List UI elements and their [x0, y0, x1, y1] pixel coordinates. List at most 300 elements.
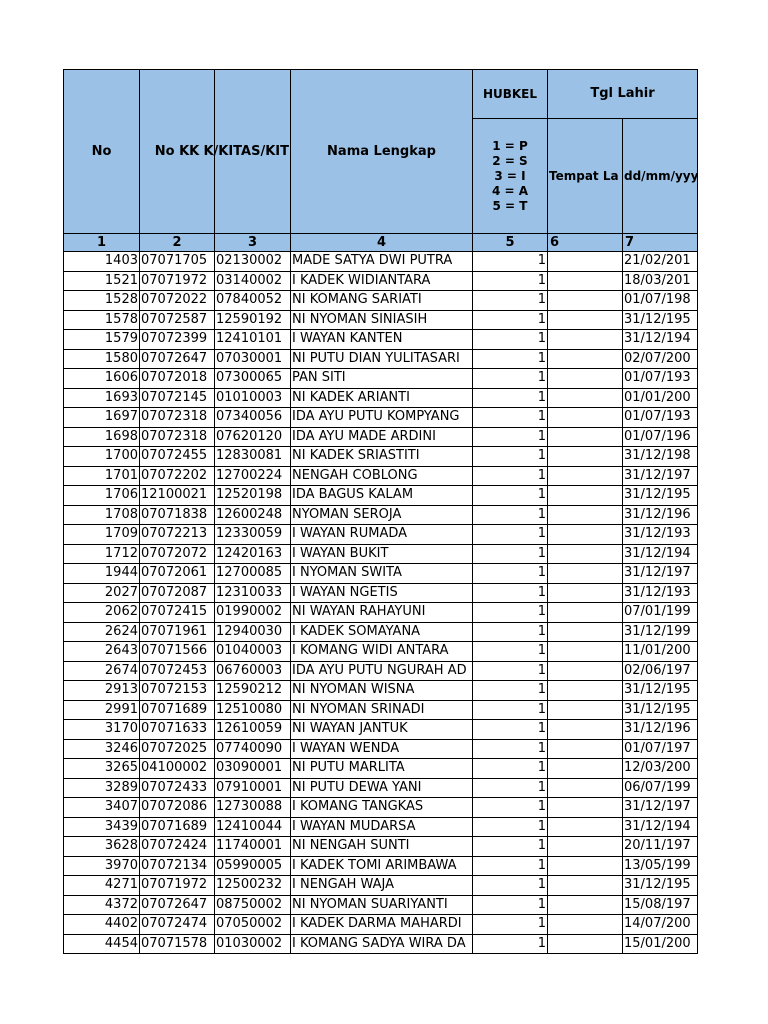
cell-nama[interactable]: NI NYOMAN WISNA — [291, 681, 473, 701]
cell-tempat-lahir[interactable] — [548, 369, 623, 389]
cell-no-kk[interactable] — [140, 720, 215, 740]
cell-no[interactable]: 3289 — [64, 778, 140, 798]
cell-tanggal-lahir[interactable]: 31/12/197 — [623, 564, 698, 584]
cell-tempat-lahir[interactable] — [548, 856, 623, 876]
table-row — [64, 603, 698, 623]
cell-nama[interactable]: NYOMAN SEROJA — [291, 505, 473, 525]
cell-hubkel[interactable]: 1 — [473, 661, 548, 681]
cell-tanggal-lahir[interactable]: 31/12/195 — [623, 876, 698, 896]
cell-no-kk[interactable] — [140, 427, 215, 447]
cell-tanggal-lahir[interactable]: 31/12/194 — [623, 330, 698, 350]
cell-nama[interactable]: I KADEK DARMA MAHARDI — [291, 915, 473, 935]
cell-no-kk[interactable] — [140, 310, 215, 330]
cell-tanggal-lahir[interactable]: 07/01/199 — [623, 603, 698, 623]
cell-nik[interactable] — [215, 369, 291, 389]
cell-nik[interactable] — [215, 798, 291, 818]
cell-tempat-lahir[interactable] — [548, 837, 623, 857]
cell-no-kk[interactable] — [140, 642, 215, 662]
cell-nik[interactable] — [215, 505, 291, 525]
cell-tempat-lahir[interactable] — [548, 447, 623, 467]
cell-no[interactable]: 1944 — [64, 564, 140, 584]
header-no[interactable]: No — [64, 70, 140, 234]
cell-no-kk[interactable] — [140, 622, 215, 642]
cell-no[interactable]: 2674 — [64, 661, 140, 681]
cell-tanggal-lahir[interactable]: 01/07/196 — [623, 427, 698, 447]
cell-hubkel[interactable]: 1 — [473, 915, 548, 935]
cell-hubkel[interactable]: 1 — [473, 408, 548, 428]
cell-tanggal-lahir[interactable]: 31/12/193 — [623, 583, 698, 603]
cell-nik[interactable] — [215, 700, 291, 720]
cell-hubkel[interactable]: 1 — [473, 895, 548, 915]
cell-hubkel[interactable]: 1 — [473, 349, 548, 369]
cell-tanggal-lahir[interactable]: 01/01/200 — [623, 388, 698, 408]
cell-tanggal-lahir[interactable]: 13/05/199 — [623, 856, 698, 876]
cell-nik[interactable] — [215, 934, 291, 954]
cell-no-kk[interactable] — [140, 408, 215, 428]
cell-no[interactable]: 1709 — [64, 525, 140, 545]
hubkel-code-1: 1 = P — [492, 138, 528, 153]
cell-tempat-lahir[interactable] — [548, 778, 623, 798]
cell-no-kk[interactable] — [140, 330, 215, 350]
cell-tanggal-lahir[interactable]: 21/02/201 — [623, 252, 698, 272]
cell-no[interactable]: 1606 — [64, 369, 140, 389]
cell-nama[interactable]: NI PUTU DEWA YANI — [291, 778, 473, 798]
cell-no-kk-text: 07071972 — [141, 877, 208, 893]
cell-nik-text: 06760003 — [216, 662, 283, 678]
cell-nik[interactable] — [215, 466, 291, 486]
table-row — [64, 310, 698, 330]
cell-hubkel[interactable]: 1 — [473, 486, 548, 506]
cell-nama[interactable]: NI NYOMAN SUARIYANTI — [291, 895, 473, 915]
cell-nik[interactable] — [215, 739, 291, 759]
cell-nik[interactable] — [215, 837, 291, 857]
cell-nama[interactable]: IDA BAGUS KALAM — [291, 486, 473, 506]
cell-hubkel[interactable]: 1 — [473, 252, 548, 272]
cell-no-kk[interactable] — [140, 525, 215, 545]
cell-no-kk[interactable] — [140, 895, 215, 915]
cell-no-kk[interactable] — [140, 915, 215, 935]
cell-no-kk-text: 07071633 — [141, 721, 208, 737]
cell-no-kk[interactable] — [140, 349, 215, 369]
cell-hubkel[interactable]: 1 — [473, 876, 548, 896]
cell-nama[interactable]: I NENGAH WAJA — [291, 876, 473, 896]
cell-no[interactable]: 1700 — [64, 447, 140, 467]
cell-nama[interactable]: NI WAYAN JANTUK — [291, 720, 473, 740]
cell-nik[interactable] — [215, 388, 291, 408]
cell-no[interactable]: 1698 — [64, 427, 140, 447]
cell-no[interactable]: 2643 — [64, 642, 140, 662]
cell-nik-text: 12700224 — [216, 467, 283, 483]
cell-tempat-lahir[interactable] — [548, 291, 623, 311]
header-tanggal-lahir[interactable]: dd/mm/yyy — [623, 119, 698, 234]
cell-tempat-lahir[interactable] — [548, 330, 623, 350]
cell-tanggal-lahir[interactable]: 31/12/196 — [623, 720, 698, 740]
cell-hubkel[interactable]: 1 — [473, 759, 548, 779]
cell-no-kk[interactable] — [140, 739, 215, 759]
cell-nama[interactable]: NI PUTU DIAN YULITASARI — [291, 349, 473, 369]
cell-nama[interactable]: PAN SITI — [291, 369, 473, 389]
cell-no-kk-text: 07071972 — [141, 272, 208, 288]
cell-tanggal-lahir[interactable]: 31/12/195 — [623, 700, 698, 720]
column-number[interactable]: 6 — [548, 234, 623, 252]
cell-nama[interactable]: I KADEK SOMAYANA — [291, 622, 473, 642]
cell-no-kk-text: 07072318 — [141, 428, 208, 444]
cell-tanggal-lahir[interactable]: 31/12/196 — [623, 505, 698, 525]
cell-nik[interactable] — [215, 895, 291, 915]
cell-nama[interactable]: IDA AYU PUTU NGURAH AD — [291, 661, 473, 681]
cell-no[interactable]: 2624 — [64, 622, 140, 642]
cell-nik[interactable] — [215, 583, 291, 603]
cell-no-kk[interactable] — [140, 759, 215, 779]
cell-hubkel[interactable]: 1 — [473, 466, 548, 486]
cell-nik[interactable] — [215, 642, 291, 662]
cell-tempat-lahir[interactable] — [548, 349, 623, 369]
cell-tempat-lahir[interactable] — [548, 525, 623, 545]
cell-nik[interactable] — [215, 856, 291, 876]
cell-tempat-lahir[interactable] — [548, 427, 623, 447]
cell-nama[interactable]: NI KADEK SRIASTITI — [291, 447, 473, 467]
cell-nama[interactable]: IDA AYU PUTU KOMPYANG — [291, 408, 473, 428]
cell-hubkel[interactable]: 1 — [473, 817, 548, 837]
cell-hubkel[interactable]: 1 — [473, 700, 548, 720]
column-number[interactable]: 3 — [215, 234, 291, 252]
cell-nama[interactable]: NENGAH COBLONG — [291, 466, 473, 486]
cell-no-kk-text: 07072474 — [141, 916, 208, 932]
cell-no-kk-text: 07072399 — [141, 331, 208, 347]
header-no-kk[interactable]: No KK — [140, 70, 215, 234]
cell-hubkel[interactable]: 1 — [473, 369, 548, 389]
header-tempat-lahir[interactable]: Tempat La — [548, 119, 623, 234]
cell-no-kk[interactable] — [140, 837, 215, 857]
cell-hubkel[interactable]: 1 — [473, 642, 548, 662]
cell-no-kk[interactable] — [140, 661, 215, 681]
table-row — [64, 642, 698, 662]
cell-tempat-lahir[interactable] — [548, 564, 623, 584]
cell-no[interactable]: 1579 — [64, 330, 140, 350]
cell-no-kk[interactable] — [140, 856, 215, 876]
cell-tempat-lahir[interactable] — [548, 720, 623, 740]
cell-no-kk[interactable] — [140, 603, 215, 623]
cell-no[interactable]: 1578 — [64, 310, 140, 330]
cell-no-kk[interactable] — [140, 388, 215, 408]
cell-no[interactable]: 4454 — [64, 934, 140, 954]
cell-no[interactable]: 4372 — [64, 895, 140, 915]
hubkel-codes[interactable] — [473, 119, 548, 234]
cell-hubkel[interactable]: 1 — [473, 330, 548, 350]
cell-nik[interactable] — [215, 310, 291, 330]
cell-nik[interactable] — [215, 778, 291, 798]
cell-tempat-lahir[interactable] — [548, 876, 623, 896]
cell-no-kk[interactable] — [140, 934, 215, 954]
cell-tanggal-lahir[interactable]: 31/12/194 — [623, 544, 698, 564]
cell-tanggal-lahir[interactable]: 01/07/193 — [623, 408, 698, 428]
header-hubkel[interactable]: HUBKEL — [473, 70, 548, 119]
cell-no[interactable]: 3246 — [64, 739, 140, 759]
cell-nama[interactable]: I KOMANG SADYA WIRA DA — [291, 934, 473, 954]
cell-no-kk[interactable] — [140, 778, 215, 798]
cell-tempat-lahir[interactable] — [548, 895, 623, 915]
cell-tempat-lahir[interactable] — [548, 466, 623, 486]
cell-tanggal-lahir[interactable]: 31/12/194 — [623, 817, 698, 837]
cell-nik[interactable] — [215, 564, 291, 584]
cell-no[interactable]: 1521 — [64, 271, 140, 291]
cell-tempat-lahir[interactable] — [548, 661, 623, 681]
cell-no-kk[interactable] — [140, 583, 215, 603]
cell-nama[interactable]: IDA AYU MADE ARDINI — [291, 427, 473, 447]
cell-nama[interactable]: I WAYAN WENDA — [291, 739, 473, 759]
cell-tempat-lahir[interactable] — [548, 583, 623, 603]
cell-tempat-lahir[interactable] — [548, 681, 623, 701]
table-row — [64, 837, 698, 857]
header-nama-lengkap[interactable]: Nama Lengkap — [291, 70, 473, 234]
cell-no-kk[interactable] — [140, 505, 215, 525]
cell-tanggal-lahir[interactable]: 31/12/199 — [623, 622, 698, 642]
cell-hubkel[interactable]: 1 — [473, 583, 548, 603]
column-number[interactable]: 7 — [623, 234, 698, 252]
cell-hubkel[interactable]: 1 — [473, 447, 548, 467]
cell-tanggal-lahir[interactable]: 01/07/197 — [623, 739, 698, 759]
cell-no[interactable]: 1712 — [64, 544, 140, 564]
cell-no-kk[interactable] — [140, 798, 215, 818]
cell-tempat-lahir[interactable] — [548, 817, 623, 837]
cell-tempat-lahir[interactable] — [548, 408, 623, 428]
cell-tanggal-lahir[interactable]: 15/01/200 — [623, 934, 698, 954]
cell-nik[interactable] — [215, 817, 291, 837]
cell-hubkel[interactable]: 1 — [473, 427, 548, 447]
cell-no-kk-text: 07071689 — [141, 818, 208, 834]
cell-no-kk[interactable] — [140, 876, 215, 896]
cell-hubkel[interactable]: 1 — [473, 388, 548, 408]
cell-tempat-lahir[interactable] — [548, 700, 623, 720]
cell-tanggal-lahir[interactable]: 02/06/197 — [623, 661, 698, 681]
cell-nik[interactable] — [215, 330, 291, 350]
cell-tanggal-lahir[interactable]: 31/12/198 — [623, 447, 698, 467]
cell-nama[interactable]: MADE SATYA DWI PUTRA — [291, 252, 473, 272]
cell-nik[interactable] — [215, 427, 291, 447]
cell-no-kk[interactable] — [140, 564, 215, 584]
cell-tanggal-lahir[interactable]: 31/12/195 — [623, 310, 698, 330]
cell-tanggal-lahir[interactable]: 02/07/200 — [623, 349, 698, 369]
cell-no[interactable]: 4402 — [64, 915, 140, 935]
table-row — [64, 525, 698, 545]
cell-no-kk[interactable] — [140, 700, 215, 720]
cell-hubkel[interactable]: 1 — [473, 505, 548, 525]
cell-tempat-lahir[interactable] — [548, 505, 623, 525]
cell-nama[interactable]: I WAYAN RUMADA — [291, 525, 473, 545]
cell-hubkel[interactable]: 1 — [473, 934, 548, 954]
cell-no[interactable]: 3407 — [64, 798, 140, 818]
cell-tanggal-lahir[interactable]: 31/12/197 — [623, 798, 698, 818]
cell-nik[interactable] — [215, 661, 291, 681]
cell-hubkel[interactable]: 1 — [473, 310, 548, 330]
cell-no[interactable]: 1693 — [64, 388, 140, 408]
cell-no[interactable]: 2991 — [64, 700, 140, 720]
cell-tempat-lahir[interactable] — [548, 603, 623, 623]
cell-nama[interactable]: I NYOMAN SWITA — [291, 564, 473, 584]
cell-tanggal-lahir[interactable]: 14/07/200 — [623, 915, 698, 935]
cell-tanggal-lahir[interactable]: 01/07/198 — [623, 291, 698, 311]
cell-hubkel[interactable]: 1 — [473, 564, 548, 584]
header-nik[interactable]: K/KITAS/KIT — [215, 70, 291, 234]
cell-hubkel[interactable]: 1 — [473, 544, 548, 564]
cell-hubkel[interactable]: 1 — [473, 720, 548, 740]
cell-nama[interactable]: NI NYOMAN SINIASIH — [291, 310, 473, 330]
cell-tempat-lahir[interactable] — [548, 934, 623, 954]
cell-hubkel[interactable]: 1 — [473, 739, 548, 759]
cell-no[interactable]: 2913 — [64, 681, 140, 701]
cell-no-kk[interactable] — [140, 544, 215, 564]
table-row — [64, 876, 698, 896]
cell-nik[interactable] — [215, 525, 291, 545]
cell-tanggal-lahir[interactable]: 06/07/199 — [623, 778, 698, 798]
cell-tempat-lahir[interactable] — [548, 486, 623, 506]
cell-nik[interactable] — [215, 349, 291, 369]
cell-nama[interactable]: NI KOMANG SARIATI — [291, 291, 473, 311]
cell-no-kk[interactable] — [140, 466, 215, 486]
cell-tempat-lahir[interactable] — [548, 642, 623, 662]
column-number[interactable]: 1 — [64, 234, 140, 252]
cell-nama[interactable]: I WAYAN MUDARSA — [291, 817, 473, 837]
cell-nama[interactable]: I WAYAN NGETIS — [291, 583, 473, 603]
cell-tempat-lahir[interactable] — [548, 622, 623, 642]
cell-tanggal-lahir[interactable]: 15/08/197 — [623, 895, 698, 915]
cell-hubkel[interactable]: 1 — [473, 622, 548, 642]
cell-nik[interactable] — [215, 622, 291, 642]
cell-no-kk[interactable] — [140, 447, 215, 467]
cell-nik[interactable] — [215, 271, 291, 291]
cell-tanggal-lahir[interactable]: 31/12/195 — [623, 681, 698, 701]
cell-nik[interactable] — [215, 408, 291, 428]
cell-nama[interactable]: I KOMANG WIDI ANTARA — [291, 642, 473, 662]
cell-no[interactable]: 3439 — [64, 817, 140, 837]
cell-nama[interactable]: I KADEK WIDIANTARA — [291, 271, 473, 291]
cell-hubkel[interactable]: 1 — [473, 856, 548, 876]
cell-no[interactable]: 1697 — [64, 408, 140, 428]
cell-no-kk[interactable] — [140, 817, 215, 837]
cell-no-kk-text: 12100021 — [141, 487, 208, 503]
cell-no-kk[interactable] — [140, 271, 215, 291]
column-number[interactable]: 2 — [140, 234, 215, 252]
cell-no-kk-text: 07071578 — [141, 935, 208, 951]
cell-no[interactable]: 3970 — [64, 856, 140, 876]
cell-nik[interactable] — [215, 759, 291, 779]
column-number[interactable]: 5 — [473, 234, 548, 252]
cell-no[interactable]: 1701 — [64, 466, 140, 486]
cell-no-kk[interactable] — [140, 681, 215, 701]
cell-no[interactable]: 1528 — [64, 291, 140, 311]
cell-tempat-lahir[interactable] — [548, 310, 623, 330]
cell-no-kk-text: 07072202 — [141, 467, 208, 483]
cell-hubkel[interactable]: 1 — [473, 837, 548, 857]
cell-nama[interactable]: NI KADEK ARIANTI — [291, 388, 473, 408]
table-row — [64, 349, 698, 369]
cell-nik[interactable] — [215, 544, 291, 564]
cell-nik[interactable] — [215, 291, 291, 311]
cell-nama[interactable]: NI NENGAH SUNTI — [291, 837, 473, 857]
cell-no-kk-text: 07071566 — [141, 643, 208, 659]
cell-nik[interactable] — [215, 447, 291, 467]
cell-nik[interactable] — [215, 876, 291, 896]
cell-tanggal-lahir[interactable]: 31/12/193 — [623, 525, 698, 545]
cell-nik[interactable] — [215, 486, 291, 506]
cell-hubkel[interactable]: 1 — [473, 681, 548, 701]
cell-tanggal-lahir[interactable]: 18/03/201 — [623, 271, 698, 291]
cell-tempat-lahir[interactable] — [548, 544, 623, 564]
cell-tempat-lahir[interactable] — [548, 739, 623, 759]
cell-no[interactable]: 3628 — [64, 837, 140, 857]
cell-tempat-lahir[interactable] — [548, 915, 623, 935]
cell-tanggal-lahir[interactable]: 11/01/200 — [623, 642, 698, 662]
cell-nik[interactable] — [215, 252, 291, 272]
cell-nik-text: 12500232 — [216, 877, 283, 893]
cell-nama[interactable]: NI WAYAN RAHAYUNI — [291, 603, 473, 623]
cell-nik-text: 07300065 — [216, 370, 283, 386]
column-number[interactable]: 4 — [291, 234, 473, 252]
cell-nama[interactable]: NI PUTU MARLITA — [291, 759, 473, 779]
cell-nama[interactable]: I KOMANG TANGKAS — [291, 798, 473, 818]
cell-no-kk-text: 07072145 — [141, 389, 208, 405]
table-row — [64, 895, 698, 915]
table-row — [64, 817, 698, 837]
cell-nama[interactable]: I WAYAN KANTEN — [291, 330, 473, 350]
cell-no[interactable]: 3170 — [64, 720, 140, 740]
cell-no-kk[interactable] — [140, 291, 215, 311]
cell-nik-text: 01990002 — [216, 604, 283, 620]
table-row — [64, 447, 698, 467]
cell-nama[interactable]: I WAYAN BUKIT — [291, 544, 473, 564]
cell-hubkel[interactable]: 1 — [473, 798, 548, 818]
cell-nik[interactable] — [215, 720, 291, 740]
cell-nama[interactable]: I KADEK TOMI ARIMBAWA — [291, 856, 473, 876]
cell-no[interactable]: 2062 — [64, 603, 140, 623]
cell-tempat-lahir[interactable] — [548, 271, 623, 291]
cell-tempat-lahir[interactable] — [548, 252, 623, 272]
cell-tanggal-lahir[interactable]: 01/07/193 — [623, 369, 698, 389]
cell-hubkel[interactable]: 1 — [473, 778, 548, 798]
cell-nama[interactable]: NI NYOMAN SRINADI — [291, 700, 473, 720]
cell-no-kk[interactable] — [140, 369, 215, 389]
cell-hubkel[interactable]: 1 — [473, 271, 548, 291]
cell-no[interactable]: 1580 — [64, 349, 140, 369]
cell-no[interactable]: 3265 — [64, 759, 140, 779]
cell-nik[interactable] — [215, 915, 291, 935]
cell-no-kk[interactable] — [140, 486, 215, 506]
cell-tanggal-lahir[interactable]: 31/12/197 — [623, 466, 698, 486]
cell-tanggal-lahir[interactable]: 31/12/195 — [623, 486, 698, 506]
cell-tempat-lahir[interactable] — [548, 759, 623, 779]
cell-tempat-lahir[interactable] — [548, 798, 623, 818]
cell-tanggal-lahir[interactable]: 20/11/197 — [623, 837, 698, 857]
cell-no[interactable]: 1708 — [64, 505, 140, 525]
cell-nik[interactable] — [215, 603, 291, 623]
cell-no[interactable]: 1706 — [64, 486, 140, 506]
cell-nik-text: 12520198 — [216, 487, 283, 503]
cell-no[interactable]: 1403 — [64, 252, 140, 272]
cell-no-kk-text: 07072433 — [141, 779, 208, 795]
cell-hubkel[interactable]: 1 — [473, 603, 548, 623]
cell-no[interactable]: 4271 — [64, 876, 140, 896]
cell-tempat-lahir[interactable] — [548, 388, 623, 408]
cell-tanggal-lahir[interactable]: 12/03/200 — [623, 759, 698, 779]
cell-no[interactable]: 2027 — [64, 583, 140, 603]
cell-hubkel[interactable]: 1 — [473, 291, 548, 311]
cell-nik-text: 05990005 — [216, 857, 283, 873]
header-tgl-lahir[interactable]: Tgl Lahir — [548, 70, 698, 119]
cell-nik[interactable] — [215, 681, 291, 701]
cell-no-kk[interactable] — [140, 252, 215, 272]
cell-no-kk-text: 07072647 — [141, 896, 208, 912]
cell-hubkel[interactable]: 1 — [473, 525, 548, 545]
